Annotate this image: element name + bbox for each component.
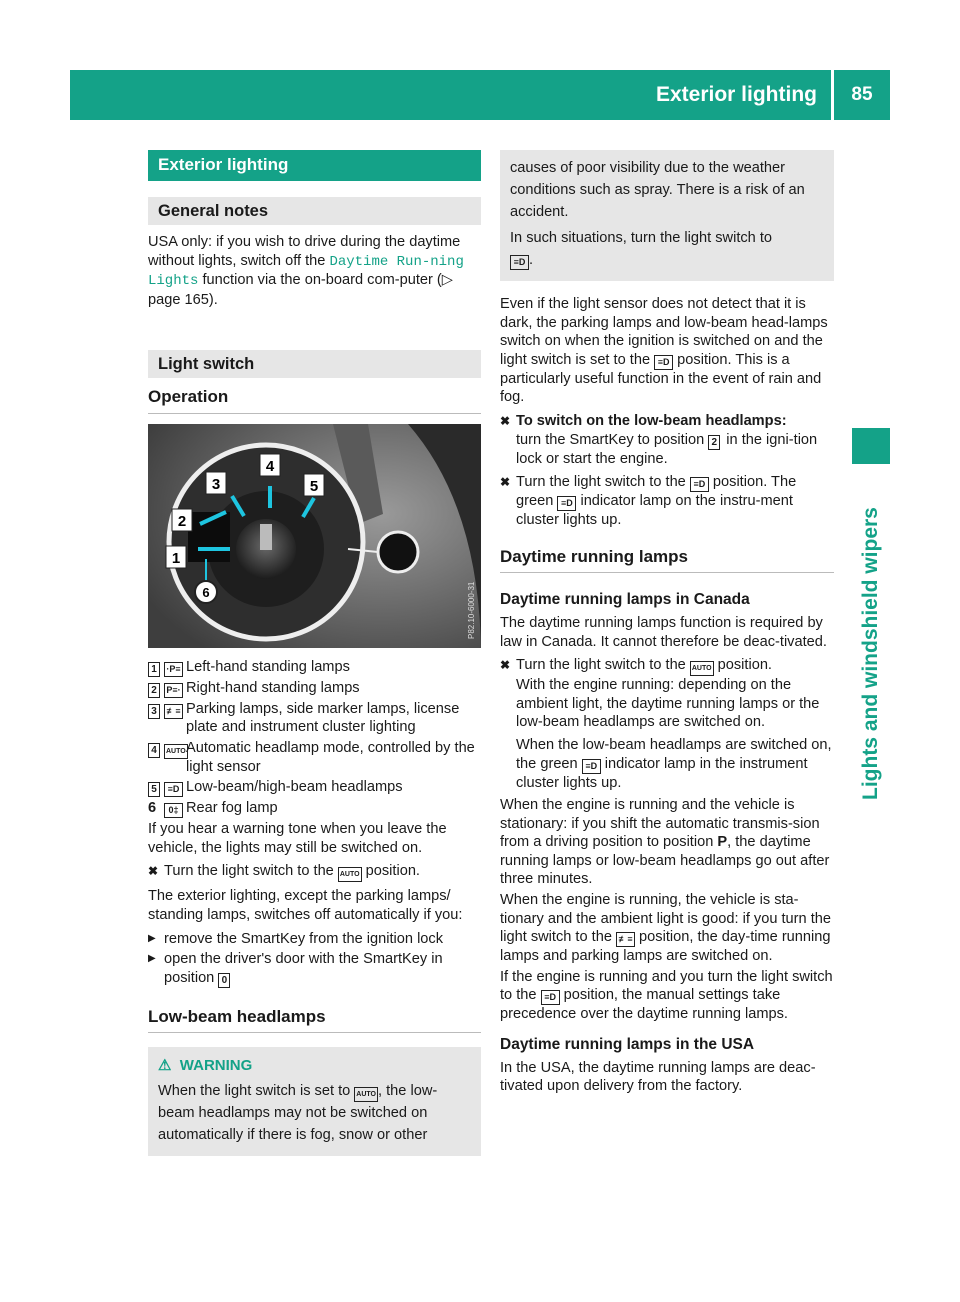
step-text: Turn the light switch to the <box>516 657 690 674</box>
figure-legend <box>148 658 481 818</box>
parking-lamp-icon: ≢≡ <box>164 704 183 719</box>
warning-box <box>148 1047 481 1156</box>
instruction-step <box>500 412 834 468</box>
legend-text: Automatic headlamp mode, controlled by the light sensor <box>186 739 475 775</box>
figure-callout-2: 2 <box>177 512 187 530</box>
stationary-paragraph <box>500 796 834 889</box>
legend-text: Left-hand standing lamps <box>186 658 350 675</box>
list-item <box>148 930 481 949</box>
drl-heading: Daytime running lamps <box>500 548 834 574</box>
menu-item-daytime-running-lights: Daytime Run‐ning Lights <box>148 253 464 290</box>
legend-number: 4 <box>148 743 160 758</box>
page-header <box>70 70 890 120</box>
instruction-step <box>148 862 481 882</box>
low-beam-icon: ≡D <box>654 355 673 370</box>
side-tab-label: Lights and windshield wipers <box>859 507 882 800</box>
legend-item <box>148 700 481 737</box>
legend-text: Rear fog lamp <box>186 800 278 817</box>
step-arrow-icon: ✖ <box>500 658 511 673</box>
low-beam-icon: ≡D <box>557 496 576 511</box>
auto-headlamp-icon: AUTO <box>164 744 188 759</box>
low-beam-icon: ≡D <box>541 990 560 1005</box>
para-text: If the engine is running and you turn the light switch to the <box>500 968 833 1004</box>
warning-title <box>158 1056 471 1076</box>
figure-callout-1: 1 <box>171 549 181 567</box>
key-position-badge: 2 <box>708 435 720 450</box>
legend-item <box>148 658 481 677</box>
para-text: position, the manual settings take precedence over the daytime running lamps. <box>500 987 788 1023</box>
warning-label: WARNING <box>179 1057 253 1075</box>
figure-callout-5: 5 <box>309 477 319 495</box>
warning-box-continued <box>500 150 834 281</box>
low-beam-heading: Low-beam headlamps <box>148 1008 481 1034</box>
step-title: To switch on the low-beam headlamps: <box>516 412 787 429</box>
instruction-step <box>500 473 834 530</box>
key-position-badge: 0 <box>218 973 230 988</box>
para-text: , the daytime running lamps or low-beam headlamps go out after three minutes. <box>500 834 830 888</box>
legend-number: 2 <box>148 683 160 698</box>
light-switch-heading: Light switch <box>148 350 481 379</box>
operation-heading: Operation <box>148 388 481 414</box>
legend-text: Parking lamps, side marker lamps, license plate and instrument cluster lighting <box>186 700 460 736</box>
legend-item <box>148 679 481 698</box>
legend-item <box>148 739 481 776</box>
drl-canada-heading: Daytime running lamps in Canada <box>500 591 750 609</box>
step-arrow-icon: ✖ <box>500 475 511 490</box>
step-text: in the igni-tion lock or start the engine. <box>516 431 818 467</box>
rear-fog-lamp-icon: 0‡ <box>164 803 183 818</box>
figure-callout-4: 4 <box>265 457 275 475</box>
auto-headlamp-icon: AUTO <box>690 661 714 676</box>
low-beam-icon: ≡D <box>582 759 601 774</box>
page-number: 85 <box>851 84 873 105</box>
warning-triangle-icon: ⚠ <box>158 1057 172 1075</box>
right-standing-lamp-icon: P≡· <box>164 683 183 698</box>
legend-text: Low-beam/high-beam headlamps <box>186 779 403 796</box>
para-text: position, the day-time running lamps and parking lamps are switched on. <box>500 929 831 965</box>
step-text: indicator lamp on the instru-ment cluster lights up. <box>516 493 793 529</box>
figure-code: P82.10-6000-31 <box>467 581 476 639</box>
general-notes-text <box>148 233 481 309</box>
para-text: Even if the light sensor does not detect that it is dark, the parking lamps and low-beam head-lamps switch on when the ignition is switched on and the light switch is set to the <box>500 296 828 368</box>
warning-text-pre: When the light switch is set to <box>158 1083 355 1100</box>
bullet-icon: ▶ <box>148 932 156 944</box>
general-notes-p1: USA only: if you wish to drive during the daytime without lights, switch off the <box>148 234 461 269</box>
page-ref-arrow-icon: ▷ <box>441 272 454 289</box>
left-standing-lamp-icon: ·P≡ <box>164 662 183 677</box>
step-text: position. <box>361 863 420 880</box>
drl-usa-heading: Daytime running lamps in the USA <box>500 1036 755 1054</box>
figure-callout-6: 6 <box>202 584 210 600</box>
step-arrow-icon: ✖ <box>148 864 159 879</box>
step-text: Turn the light switch to the <box>164 863 338 880</box>
para-text: When the engine is running, the vehicle is sta-tionary and the ambient light is good: if you turn the light switch to the <box>500 892 831 946</box>
legend-item <box>148 778 481 797</box>
legend-number: 3 <box>148 704 160 719</box>
list-item-text: remove the SmartKey from the ignition lock <box>164 930 444 947</box>
para-text: position. This is a particularly useful function in the event of rain and fog. <box>500 351 822 406</box>
warning-text-post: , the low-beam headlamps may not be switched on automatically if there is fog, snow or other <box>158 1083 438 1144</box>
legend-number: 1 <box>148 662 160 677</box>
step-text: When the low-beam headlamps are switched on, the green <box>516 736 832 772</box>
bullet-icon: ▶ <box>148 953 156 965</box>
section-title: Exterior lighting <box>148 150 481 181</box>
warning-instruction-text: In such situations, turn the light switch to <box>510 230 773 246</box>
legend-number: 6 <box>148 800 157 817</box>
light-sensor-paragraph <box>500 295 834 407</box>
exterior-lighting-text: The exterior lighting, except the parking lamps/ standing lamps, switches off automatically if you: <box>148 888 463 923</box>
low-beam-icon: ≡D <box>690 477 709 492</box>
light-switch-illustration <box>148 424 481 648</box>
auto-headlamp-icon: AUTO <box>338 867 362 882</box>
ambient-light-paragraph <box>500 891 834 966</box>
manual-settings-paragraph <box>500 968 834 1024</box>
step-text: position. <box>713 657 772 674</box>
auto-headlamp-icon: AUTO <box>354 1087 378 1102</box>
drl-usa-text: In the USA, the daytime running lamps are deac-tivated upon delivery from the factory. <box>500 1059 816 1095</box>
warning-continued-text: causes of poor visibility due to the weather conditions such as spray. There is a risk of an accident. <box>510 160 805 220</box>
warning-tone-text: If you hear a warning tone when you leave the vehicle, the lights may still be switched on. <box>148 821 447 856</box>
list-item-text: open the driver's door with the SmartKey in position <box>164 951 443 986</box>
step-arrow-icon: ✖ <box>500 413 511 428</box>
header-title: Exterior lighting <box>655 83 817 106</box>
step-text: With the engine running: depending on the ambient light, the daytime running lamps or the low-beam headlamps are switched on. <box>516 677 820 731</box>
parking-lamp-icon: ≢≡ <box>616 932 635 947</box>
general-notes-p2: function via the on-board com-puter ( <box>198 272 442 289</box>
list-item <box>148 950 481 988</box>
legend-number: 5 <box>148 782 160 797</box>
figure-callout-3: 3 <box>211 475 221 493</box>
low-beam-icon: ≡D <box>510 255 529 270</box>
step-text: turn the SmartKey to position <box>516 431 709 448</box>
step-text: Turn the light switch to the <box>516 474 690 491</box>
para-text: When the engine is running and the vehicle is stationary: if you shift the automatic transmis-sion from a driving position to position <box>500 797 820 851</box>
step-text: indicator lamp in the instrument cluster lights up. <box>516 755 808 791</box>
light-switch-figure <box>148 424 481 648</box>
legend-item <box>148 799 481 818</box>
general-notes-heading: General notes <box>148 197 481 226</box>
warning-instruction: In such situations, turn the light switch to ≡D . <box>510 230 773 268</box>
low-beam-icon: ≡D <box>164 782 183 797</box>
instruction-step <box>500 656 834 792</box>
right-column <box>500 150 834 1096</box>
general-notes-p3: page 165). <box>148 291 218 308</box>
warning-text <box>158 1080 471 1146</box>
gear-position: P <box>717 834 728 851</box>
drl-canada-text: The daytime running lamps function is required by law in Canada. It cannot therefore be deac-tivated. <box>500 614 827 650</box>
side-tab <box>852 478 890 1278</box>
legend-text: Right-hand standing lamps <box>186 679 360 696</box>
step-text: position. The green <box>516 474 797 510</box>
left-column <box>148 150 481 1156</box>
side-tab-marker <box>852 428 890 464</box>
